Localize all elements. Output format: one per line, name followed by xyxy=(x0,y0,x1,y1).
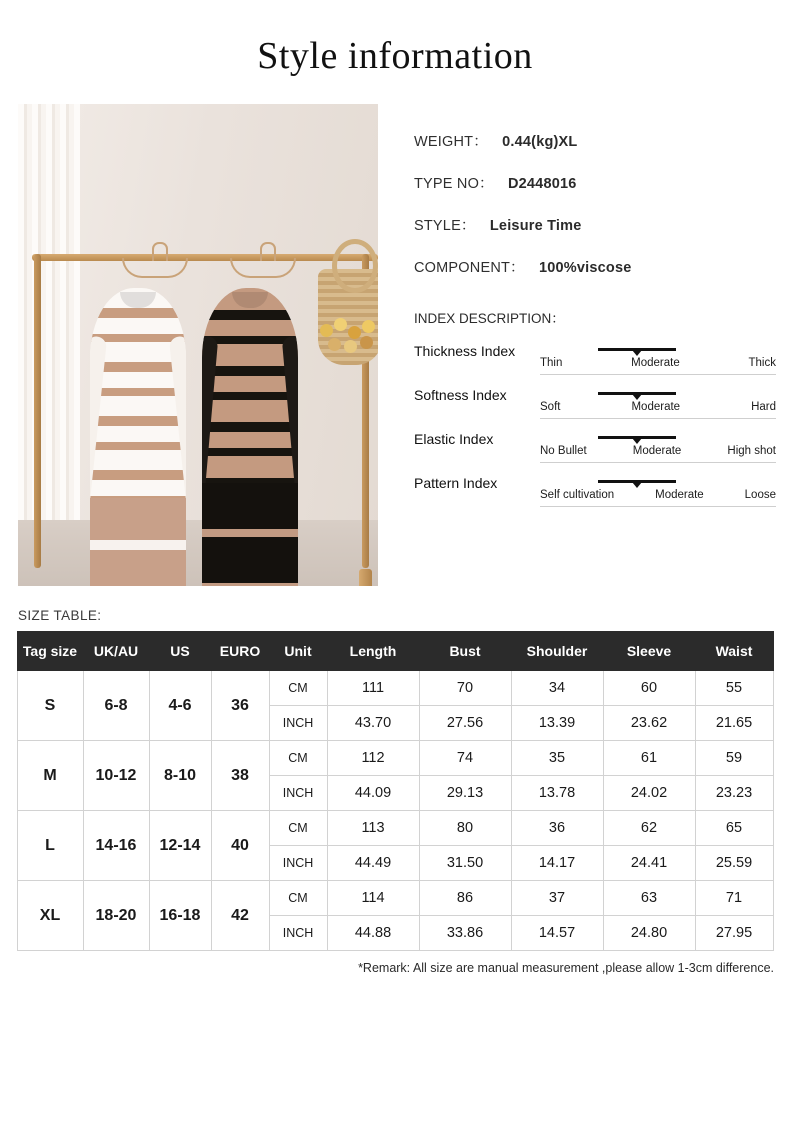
divider xyxy=(540,418,776,419)
spec-weight-label: WEIGHT： xyxy=(414,134,488,150)
cell-euro: 36 xyxy=(211,671,269,741)
index-scale-elastic xyxy=(540,425,776,447)
header-euro: EURO xyxy=(211,632,269,671)
cell-shoulder: 13.39 xyxy=(511,706,603,741)
cell-bust: 27.56 xyxy=(419,706,511,741)
index-label-low: Soft xyxy=(540,401,561,413)
cell-bust: 86 xyxy=(419,881,511,916)
index-scale-thickness xyxy=(540,337,776,359)
index-label-mid: Moderate xyxy=(655,489,704,501)
cell-length: 44.49 xyxy=(327,846,419,881)
index-label-low: No Bullet xyxy=(540,445,587,457)
cell-unit: CM xyxy=(269,671,327,706)
cell-waist: 21.65 xyxy=(695,706,773,741)
index-label-high: Thick xyxy=(748,357,776,369)
cell-waist: 55 xyxy=(695,671,773,706)
cell-tag-size: M xyxy=(17,741,83,811)
cell-length: 111 xyxy=(327,671,419,706)
clothes-rail xyxy=(32,254,378,261)
size-table-caption: SIZE TABLE: xyxy=(18,608,102,623)
cell-euro: 40 xyxy=(211,811,269,881)
index-label-high: Hard xyxy=(751,401,776,413)
cell-bust: 70 xyxy=(419,671,511,706)
index-name-thickness: Thickness Index xyxy=(414,343,516,359)
cell-shoulder: 37 xyxy=(511,881,603,916)
cell-us: 4-6 xyxy=(149,671,211,741)
cell-bust: 80 xyxy=(419,811,511,846)
cell-unit: CM xyxy=(269,811,327,846)
cell-uk-au: 14-16 xyxy=(83,811,149,881)
cell-sleeve: 62 xyxy=(603,811,695,846)
cell-us: 16-18 xyxy=(149,881,211,951)
cell-shoulder: 36 xyxy=(511,811,603,846)
index-marker-icon xyxy=(632,482,642,488)
index-marker-icon xyxy=(632,394,642,400)
cell-waist: 65 xyxy=(695,811,773,846)
cell-tag-size: XL xyxy=(17,881,83,951)
cell-unit: INCH xyxy=(269,776,327,811)
header-shoulder: Shoulder xyxy=(511,632,603,671)
dress-white-striped xyxy=(90,288,186,586)
cell-us: 12-14 xyxy=(149,811,211,881)
cell-bust: 33.86 xyxy=(419,916,511,951)
table-header-row xyxy=(17,632,773,671)
cell-bust: 31.50 xyxy=(419,846,511,881)
cell-length: 113 xyxy=(327,811,419,846)
photo-curtain xyxy=(18,104,80,586)
hanger-icon xyxy=(230,258,296,278)
spec-type-no xyxy=(414,172,776,193)
cell-sleeve: 60 xyxy=(603,671,695,706)
spec-style xyxy=(414,214,776,235)
cell-length: 112 xyxy=(327,741,419,776)
index-label-high: Loose xyxy=(744,489,776,501)
cell-waist: 25.59 xyxy=(695,846,773,881)
spec-style-label: STYLE： xyxy=(414,218,476,234)
cell-sleeve: 24.02 xyxy=(603,776,695,811)
top-section xyxy=(0,104,790,586)
cell-waist: 27.95 xyxy=(695,916,773,951)
cell-uk-au: 10-12 xyxy=(83,741,149,811)
cell-us: 8-10 xyxy=(149,741,211,811)
cell-unit: CM xyxy=(269,741,327,776)
index-name-softness: Softness Index xyxy=(414,387,507,403)
dress-neckline xyxy=(232,292,268,308)
size-table-remark: *Remark: All size are manual measurement ,please allow 1-3cm difference. xyxy=(358,961,774,975)
index-marker-icon xyxy=(632,438,642,444)
cell-sleeve: 63 xyxy=(603,881,695,916)
cell-unit: INCH xyxy=(269,846,327,881)
dress-neckline xyxy=(120,292,156,308)
cell-shoulder: 13.78 xyxy=(511,776,603,811)
index-name-elastic: Elastic Index xyxy=(414,431,494,447)
index-label-low: Self cultivation xyxy=(540,489,615,501)
spec-panel xyxy=(378,104,776,586)
cell-sleeve: 24.41 xyxy=(603,846,695,881)
cell-unit: CM xyxy=(269,881,327,916)
divider xyxy=(540,506,776,507)
cell-shoulder: 34 xyxy=(511,671,603,706)
header-waist: Waist xyxy=(695,632,773,671)
divider xyxy=(540,374,776,375)
cell-uk-au: 6-8 xyxy=(83,671,149,741)
cell-unit: INCH xyxy=(269,706,327,741)
cell-waist: 59 xyxy=(695,741,773,776)
cell-bust: 29.13 xyxy=(419,776,511,811)
header-bust: Bust xyxy=(419,632,511,671)
header-unit: Unit xyxy=(269,632,327,671)
cell-bust: 74 xyxy=(419,741,511,776)
hanger-icon xyxy=(122,258,188,278)
table-row xyxy=(17,811,773,846)
index-row-thickness xyxy=(414,337,776,375)
dress-lower-stripes xyxy=(202,483,298,586)
cell-length: 44.88 xyxy=(327,916,419,951)
spec-component-label: COMPONENT： xyxy=(414,260,525,276)
index-row-elastic xyxy=(414,425,776,463)
index-scale-pattern xyxy=(540,469,776,491)
spec-component xyxy=(414,256,776,277)
size-table xyxy=(17,631,774,951)
rail-post-left xyxy=(34,254,41,568)
index-label-mid: Moderate xyxy=(632,445,682,457)
product-photo xyxy=(18,104,378,586)
spec-style-value: Leisure Time xyxy=(489,218,582,234)
cell-shoulder: 35 xyxy=(511,741,603,776)
index-marker-icon xyxy=(632,350,642,356)
spec-component-value: 100%viscose xyxy=(538,260,632,276)
cell-tag-size: L xyxy=(17,811,83,881)
dress-tan-black-striped xyxy=(202,288,298,586)
index-label-low: Thin xyxy=(540,357,563,369)
index-row-pattern xyxy=(414,469,776,507)
cell-euro: 38 xyxy=(211,741,269,811)
cell-uk-au: 18-20 xyxy=(83,881,149,951)
index-scale-softness xyxy=(540,381,776,403)
cell-sleeve: 23.62 xyxy=(603,706,695,741)
photo-floor xyxy=(18,520,378,586)
table-row xyxy=(17,671,773,706)
header-sleeve: Sleeve xyxy=(603,632,695,671)
cell-length: 43.70 xyxy=(327,706,419,741)
header-uk-au: UK/AU xyxy=(83,632,149,671)
index-description-heading: INDEX DESCRIPTION： xyxy=(414,311,565,326)
spec-type-no-label: TYPE NO： xyxy=(414,176,494,192)
dress-lower-stripes xyxy=(90,498,186,586)
flowers xyxy=(318,318,378,364)
spec-weight-value: 0.44(kg)XL xyxy=(502,134,578,150)
index-label-mid: Moderate xyxy=(631,357,680,369)
header-tag-size: Tag size xyxy=(17,632,83,671)
table-row xyxy=(17,881,773,916)
page-title: Style information xyxy=(257,35,533,77)
cell-waist: 23.23 xyxy=(695,776,773,811)
header-length: Length xyxy=(327,632,419,671)
cell-sleeve: 24.80 xyxy=(603,916,695,951)
cell-sleeve: 61 xyxy=(603,741,695,776)
index-row-softness xyxy=(414,381,776,419)
index-label-mid: Moderate xyxy=(631,401,681,413)
spec-type-no-value: D2448016 xyxy=(507,176,577,192)
cell-tag-size: S xyxy=(17,671,83,741)
table-row xyxy=(17,741,773,776)
cell-euro: 42 xyxy=(211,881,269,951)
divider xyxy=(540,462,776,463)
cell-waist: 71 xyxy=(695,881,773,916)
cell-shoulder: 14.57 xyxy=(511,916,603,951)
index-label-high: High shot xyxy=(727,445,776,457)
index-name-pattern: Pattern Index xyxy=(414,475,498,491)
spec-weight xyxy=(414,130,776,151)
cell-unit: INCH xyxy=(269,916,327,951)
cell-length: 114 xyxy=(327,881,419,916)
cell-shoulder: 14.17 xyxy=(511,846,603,881)
header-us: US xyxy=(149,632,211,671)
cell-length: 44.09 xyxy=(327,776,419,811)
